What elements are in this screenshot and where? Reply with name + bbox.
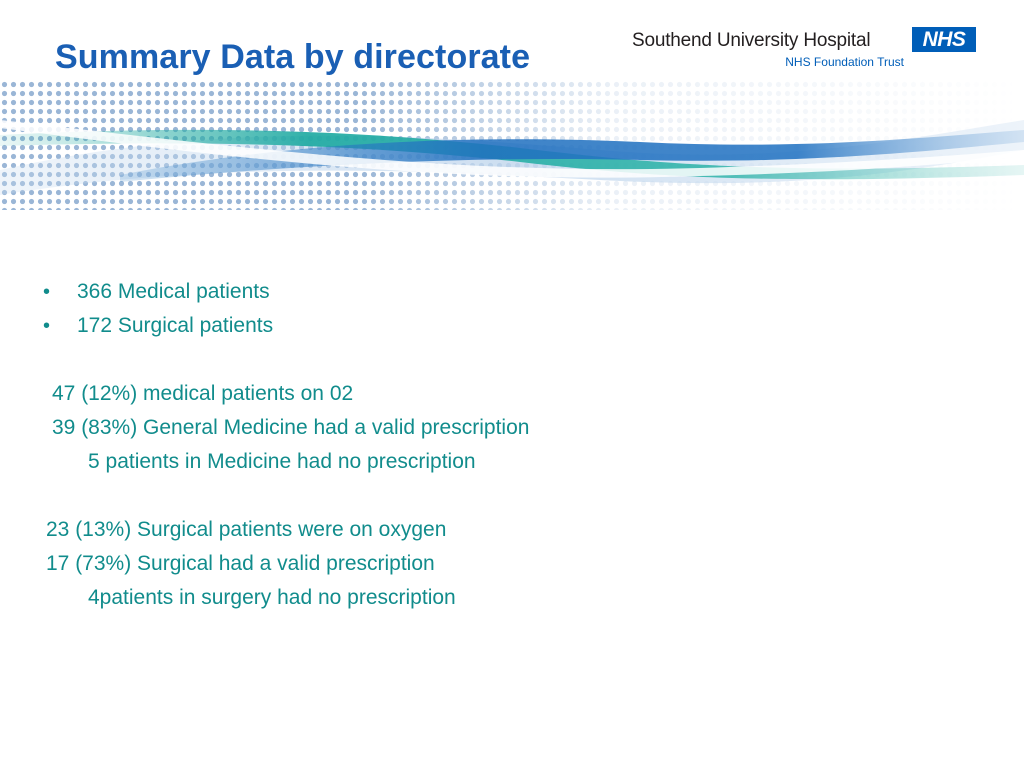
bullet-item <box>40 309 940 343</box>
bullet-item <box>40 275 940 309</box>
logo-trust-name: NHS Foundation Trust <box>785 55 904 69</box>
medical-valid-prescription-line: 39 (83%) General Medicine had a valid prescription <box>52 416 530 439</box>
surgical-oxygen-line: 23 (13%) Surgical patients were on oxygen <box>46 518 447 541</box>
slide-body <box>40 275 940 615</box>
spacer <box>40 479 940 513</box>
hospital-logo <box>632 26 977 72</box>
nhs-logo-text: NHS <box>922 28 966 51</box>
nhs-logo-mark <box>912 27 976 52</box>
bullet-icon: • <box>43 315 51 337</box>
medical-oxygen-line: 47 (12%) medical patients on 02 <box>52 382 354 405</box>
surgical-no-prescription-line: 4patients in surgery had no prescription <box>88 586 456 609</box>
bullet-icon: • <box>43 281 51 303</box>
surgical-valid-prescription-line: 17 (73%) Surgical had a valid prescription <box>46 552 435 575</box>
bullet-text-medical: 366 Medical patients <box>77 280 270 303</box>
bullet-list <box>40 275 940 343</box>
bullet-text-surgical: 172 Surgical patients <box>77 314 274 337</box>
slide-title: Summary Data by directorate <box>55 38 531 76</box>
spacer <box>40 343 940 377</box>
medical-no-prescription-line: 5 patients in Medicine had no prescription <box>88 450 476 473</box>
logo-hospital-name: Southend University Hospital <box>632 30 871 51</box>
decorative-wave-banner <box>0 80 1024 210</box>
